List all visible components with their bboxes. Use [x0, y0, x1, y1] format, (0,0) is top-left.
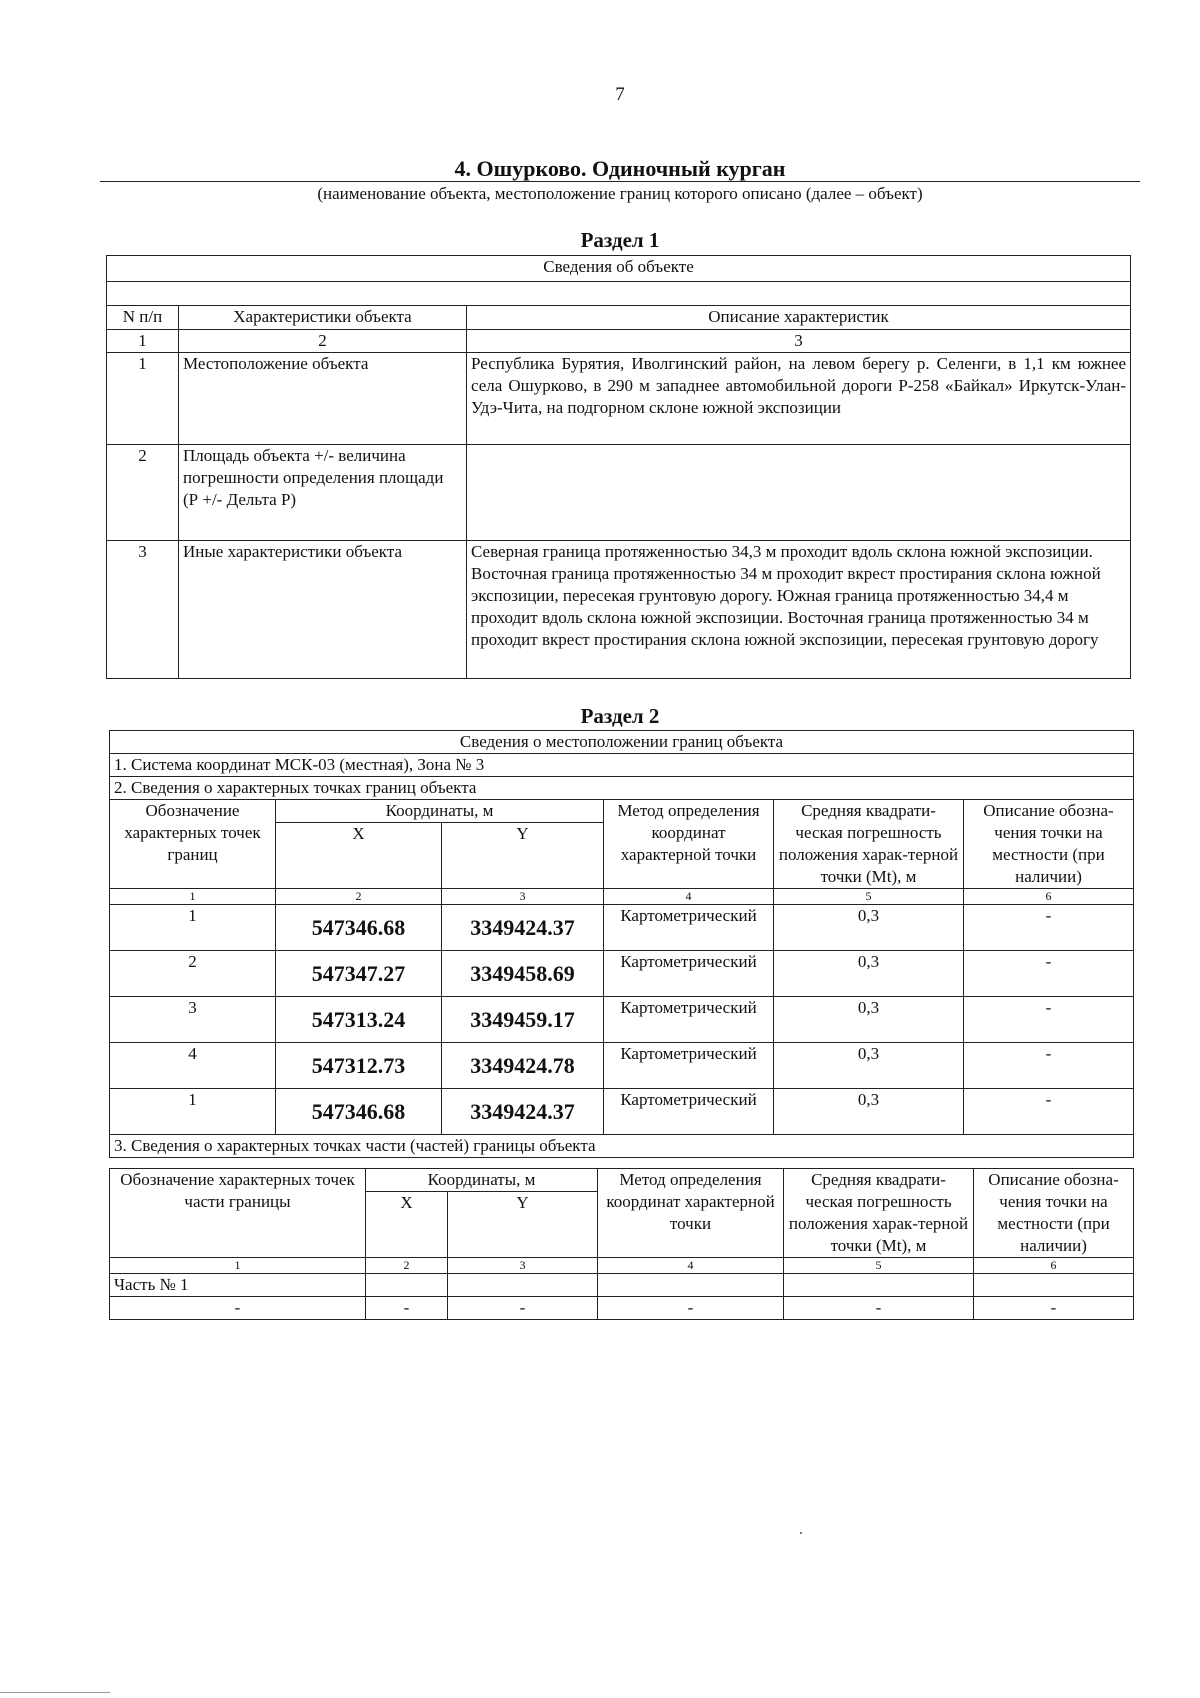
part-cell: -: [366, 1297, 448, 1320]
header-method: Метод определения координат характерной точки: [604, 800, 774, 889]
point-id: 2: [110, 951, 276, 997]
header-num: N п/п: [107, 306, 179, 330]
point-y: 3349459.17: [442, 997, 604, 1043]
col-number: 3: [442, 889, 604, 905]
footer-rule: [0, 1692, 110, 1693]
point-y: 3349424.37: [442, 905, 604, 951]
header-point-description: Описание обозна-чения точки на местности (при наличии): [964, 800, 1134, 889]
row-num: 1: [107, 353, 179, 445]
parts-header-designation: Обозначение характерных точек части границы: [110, 1169, 366, 1258]
part-cell: -: [110, 1297, 366, 1320]
part-label: Часть № 1: [110, 1274, 366, 1297]
row-description: Республика Бурятия, Иволгинский район, на левом берегу р. Селенги, в 1,1 км южнее села Ошурково, в 290 м западнее автомобильной дороги Р-258 «Байкал» Иркутск-Улан-Удэ-Чита, на подгорном склоне южной экспозиции: [467, 353, 1131, 445]
point-id: 3: [110, 997, 276, 1043]
header-designation: Обозначение характерных точек границ: [110, 800, 276, 889]
part-cell: -: [784, 1297, 974, 1320]
point-description: -: [964, 951, 1134, 997]
part-cell: -: [974, 1297, 1134, 1320]
col-number: 2: [366, 1258, 448, 1274]
point-x: 547347.27: [276, 951, 442, 997]
parts-header-coordinates: Координаты, м: [366, 1169, 598, 1192]
part-cell: -: [448, 1297, 598, 1320]
point-x: 547346.68: [276, 1089, 442, 1135]
point-error: 0,3: [774, 1043, 964, 1089]
section2-table: [109, 730, 1134, 1158]
row-num: 2: [107, 445, 179, 541]
parts-header-error: Средняя квадрати-ческая погрешность положения харак-терной точки (Mt), м: [784, 1169, 974, 1258]
section2-heading: Раздел 2: [580, 704, 660, 728]
col-number: 4: [598, 1258, 784, 1274]
point-y: 3349424.78: [442, 1043, 604, 1089]
point-x: 547346.68: [276, 905, 442, 951]
table-row: [107, 445, 1131, 541]
header-description: Описание характеристик: [467, 306, 1131, 330]
header-error: Средняя квадрати-ческая погрешность положения харак-терной точки (Mt), м: [774, 800, 964, 889]
point-error: 0,3: [774, 905, 964, 951]
point-id: 4: [110, 1043, 276, 1089]
col-number: 3: [467, 330, 1131, 353]
col-number: 2: [179, 330, 467, 353]
header-coordinates: Координаты, м: [276, 800, 604, 823]
col-number: 1: [107, 330, 179, 353]
header-x: X: [276, 823, 442, 889]
row-description: [467, 445, 1131, 541]
row-num: 3: [107, 541, 179, 679]
parts-table: [109, 1168, 1134, 1320]
row-characteristic: Площадь объекта +/- величина погрешности определения площади (Р +/- Дельта Р): [179, 445, 467, 541]
point-id: 1: [110, 905, 276, 951]
empty-cell: [448, 1274, 598, 1297]
point-id: 1: [110, 1089, 276, 1135]
point-method: Картометрический: [604, 905, 774, 951]
empty-cell: [784, 1274, 974, 1297]
section1-table-title: Сведения об объекте: [107, 256, 1131, 282]
point-method: Картометрический: [604, 1089, 774, 1135]
points-subtitle: 2. Сведения о характерных точках границ объекта: [110, 777, 1134, 800]
section2-table-title: Сведения о местоположении границ объекта: [110, 731, 1134, 754]
col-number: 1: [110, 1258, 366, 1274]
point-description: -: [964, 1043, 1134, 1089]
point-error: 0,3: [774, 997, 964, 1043]
part-cell: -: [598, 1297, 784, 1320]
col-number: 5: [784, 1258, 974, 1274]
empty-cell: [598, 1274, 784, 1297]
col-number: 6: [964, 889, 1134, 905]
point-x: 547313.24: [276, 997, 442, 1043]
point-error: 0,3: [774, 951, 964, 997]
title-underline: [100, 181, 1140, 182]
point-row: [110, 1043, 1134, 1089]
point-method: Картометрический: [604, 951, 774, 997]
header-y: Y: [442, 823, 604, 889]
parts-header-point-description: Описание обозна-чения точки на местности (при наличии): [974, 1169, 1134, 1258]
col-number: 2: [276, 889, 442, 905]
part-row: [110, 1297, 1134, 1320]
object-title: 4. Ошурково. Одиночный курган: [454, 156, 786, 181]
header-characteristic: Характеристики объекта: [179, 306, 467, 330]
table-row: [107, 353, 1131, 445]
empty-cell: [366, 1274, 448, 1297]
page-number: 7: [615, 84, 625, 105]
empty-cell: [974, 1274, 1134, 1297]
col-number: 6: [974, 1258, 1134, 1274]
row-characteristic: Иные характеристики объекта: [179, 541, 467, 679]
row-description: Северная граница протяженностью 34,3 м проходит вдоль склона южной экспозиции. Восточная граница протяженностью 34 м проходит вкрест простирания склона южной экспозиции, пересекая грунтовую дорогу. Южная граница протяженностью 34,4 м проходит вдоль склона южной экспозиции. Восточная граница протяженностью 34 м проходит вкрест простирания склона южной экспозиции, пересекая грунтовую дорогу: [467, 541, 1131, 679]
col-number: 1: [110, 889, 276, 905]
point-description: -: [964, 997, 1134, 1043]
point-row: [110, 997, 1134, 1043]
point-error: 0,3: [774, 1089, 964, 1135]
section1-heading: Раздел 1: [580, 228, 660, 252]
point-x: 547312.73: [276, 1043, 442, 1089]
parts-header-method: Метод определения координат характерной точки: [598, 1169, 784, 1258]
point-row: [110, 1089, 1134, 1135]
parts-header-x: X: [366, 1192, 448, 1258]
coord-system: 1. Система координат МСК-03 (местная), Зона № 3: [110, 754, 1134, 777]
section1-table: [106, 255, 1131, 679]
point-y: 3349424.37: [442, 1089, 604, 1135]
empty-row: [107, 282, 1131, 306]
col-number: 3: [448, 1258, 598, 1274]
point-row: [110, 951, 1134, 997]
point-method: Картометрический: [604, 1043, 774, 1089]
point-y: 3349458.69: [442, 951, 604, 997]
col-number: 5: [774, 889, 964, 905]
table-row: [107, 541, 1131, 679]
row-characteristic: Местоположение объекта: [179, 353, 467, 445]
point-method: Картометрический: [604, 997, 774, 1043]
object-caption: (наименование объекта, местоположение границ которого описано (далее – объект): [317, 184, 923, 203]
point-description: -: [964, 905, 1134, 951]
parts-header-y: Y: [448, 1192, 598, 1258]
point-description: -: [964, 1089, 1134, 1135]
point-row: [110, 905, 1134, 951]
col-number: 4: [604, 889, 774, 905]
scan-speck: [800, 1532, 802, 1534]
parts-subtitle: 3. Сведения о характерных точках части (частей) границы объекта: [110, 1135, 1134, 1158]
